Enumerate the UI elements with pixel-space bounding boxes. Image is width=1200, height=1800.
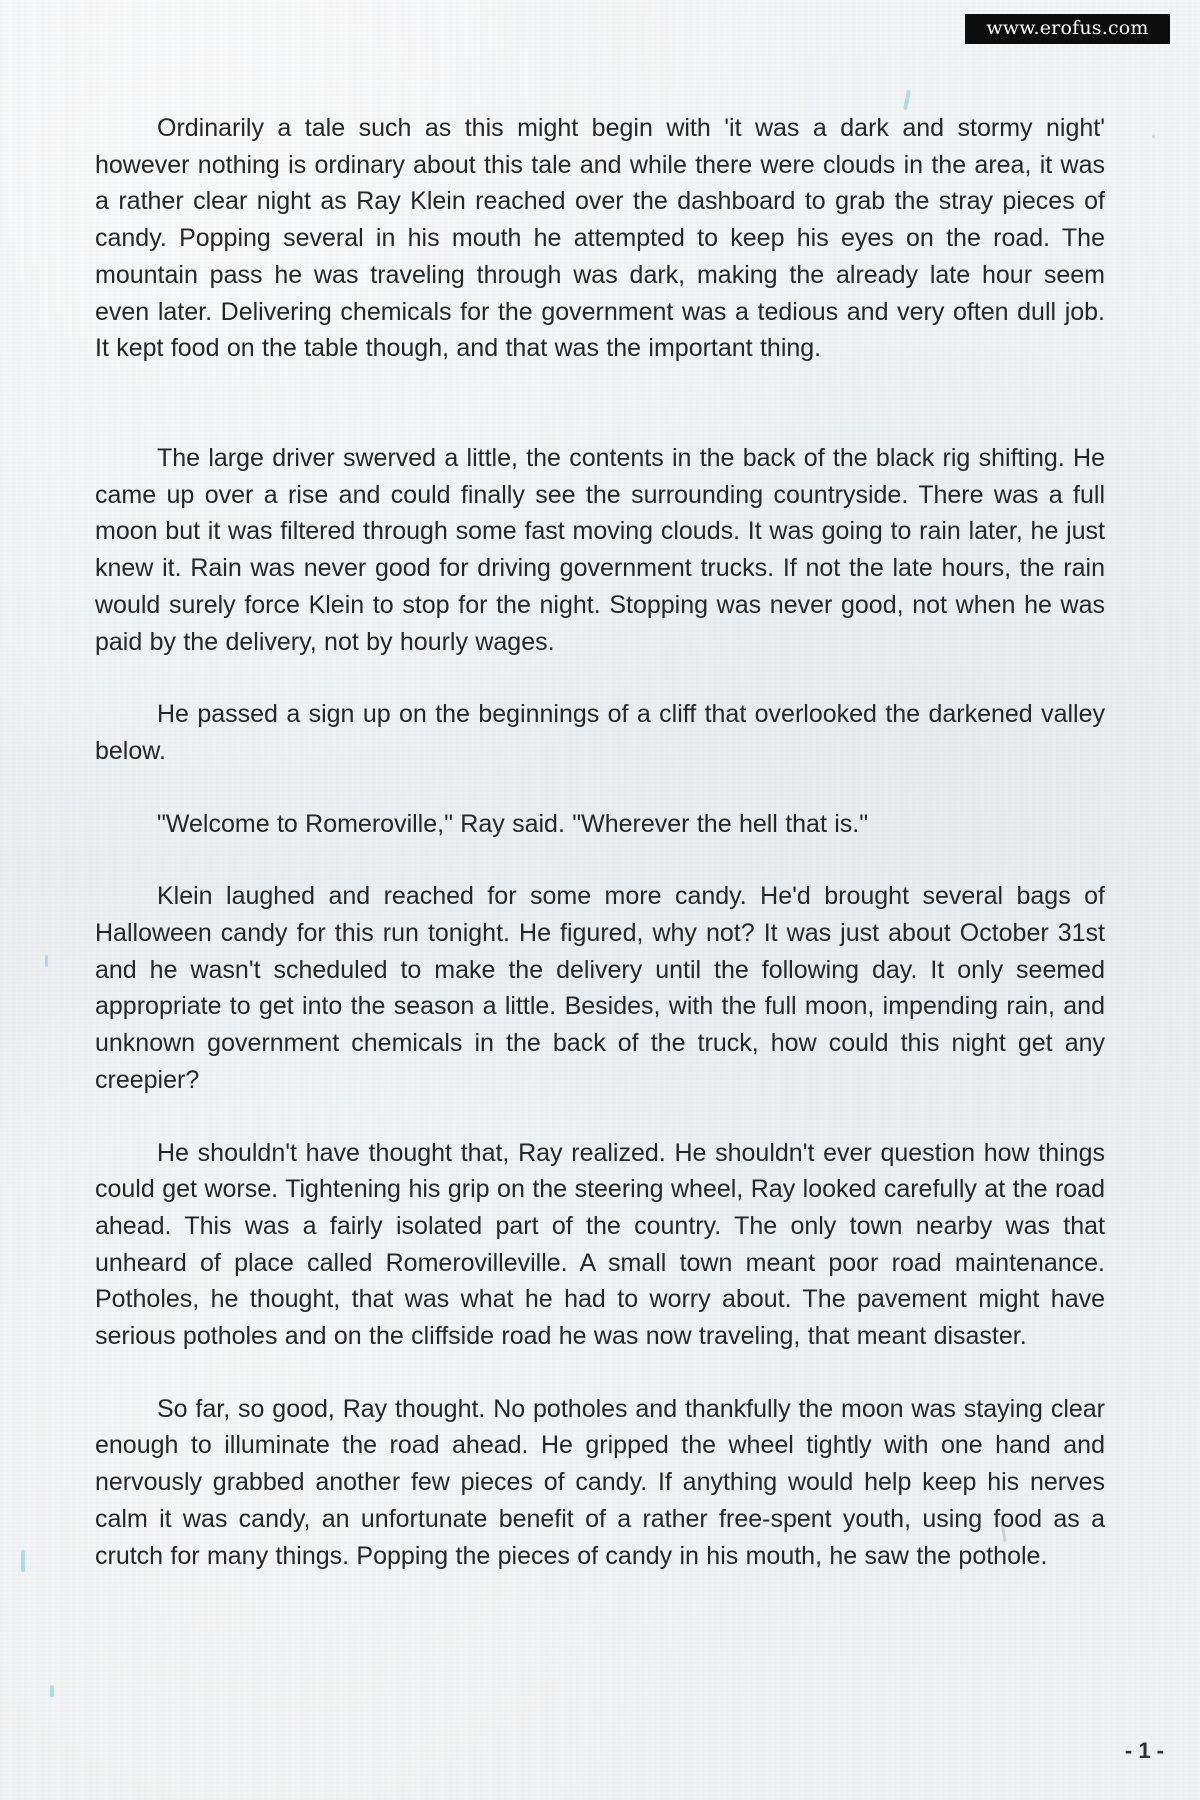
paragraph-spacer: [95, 842, 1105, 878]
paragraph-spacer: [95, 404, 1105, 440]
page-number: - 1 -: [1124, 1738, 1164, 1763]
paragraph-spacer: [95, 1355, 1105, 1391]
paragraph-spacer: [95, 660, 1105, 696]
story-paragraph: "Welcome to Romeroville," Ray said. "Wherever the hell that is.": [157, 809, 869, 838]
story-paragraph: Klein laughed and reached for some more candy. He'd brought several bags of Halloween candy for this run tonight. He figured, why not? It was just about October 31st and he wasn't scheduled to make the delivery until the following day. It only seemed appropriate to get into the season a little. Besides, with the full moon, impending rain, and unknown government chemicals in the back of the truck, how could this night get any creepier?: [95, 882, 1105, 1094]
story-page: [95, 110, 1105, 1574]
story-paragraph: Ordinarily a tale such as this might begin with 'it was a dark and stormy night' however nothing is ordinary about this tale and while there were clouds in the area, it was a rather clear night as Ray Klein reached over the dashboard to grab the stray pieces of candy. Popping several in his mouth he attempted to keep his eyes on the road. The mountain pass he was traveling through was dark, making the already late hour seem even later. Delivering chemicals for the government was a tedious and very often dull job. It kept food on the table though, and that was the important thing.: [95, 114, 1105, 363]
paper-speck: [50, 1685, 54, 1697]
story-paragraph: He shouldn't have thought that, Ray realized. He shouldn't ever question how things could get worse. Tightening his grip on the steering wheel, Ray looked carefully at the road ahead. This was a fairly isolated part of the country. The only town nearby was that unheard of place called Romerovilleville. A small town meant poor road maintenance. Potholes, he thought, that was what he had to worry about. The pavement might have serious potholes and on the cliffside road he was now traveling, that meant disaster.: [95, 1138, 1105, 1351]
paragraph-spacer: [95, 1099, 1105, 1135]
story-paragraph: The large driver swerved a little, the contents in the back of the black rig shifting. He came up over a rise and could finally see the surrounding countryside. There was a full moon but it was filtered through some fast moving clouds. It was going to rain later, he just knew it. Rain was never good for driving government trucks. If not the late hours, the rain would surely force Klein to stop for the night. Stopping was never good, not when he was paid by the delivery, not by hourly wages.: [95, 444, 1105, 656]
paper-speck: [1152, 135, 1155, 138]
story-paragraph: So far, so good, Ray thought. No potholes and thankfully the moon was staying clear enough to illuminate the road ahead. He gripped the wheel tightly with one hand and nervously grabbed another few pieces of candy. If anything would help keep his nerves calm it was candy, an unfortunate benefit of a rather free-spent youth, using food as a crutch for many things. Popping the pieces of candy in his mouth, he saw the pothole.: [95, 1394, 1105, 1570]
paper-speck: [21, 1550, 25, 1572]
paragraph-spacer: [95, 770, 1105, 806]
paper-speck: [903, 90, 911, 110]
story-paragraph: He passed a sign up on the beginnings of a cliff that overlooked the darkened valley below.: [95, 700, 1105, 765]
site-watermark: www.erofus.com: [965, 14, 1170, 44]
paper-speck: [45, 955, 48, 967]
